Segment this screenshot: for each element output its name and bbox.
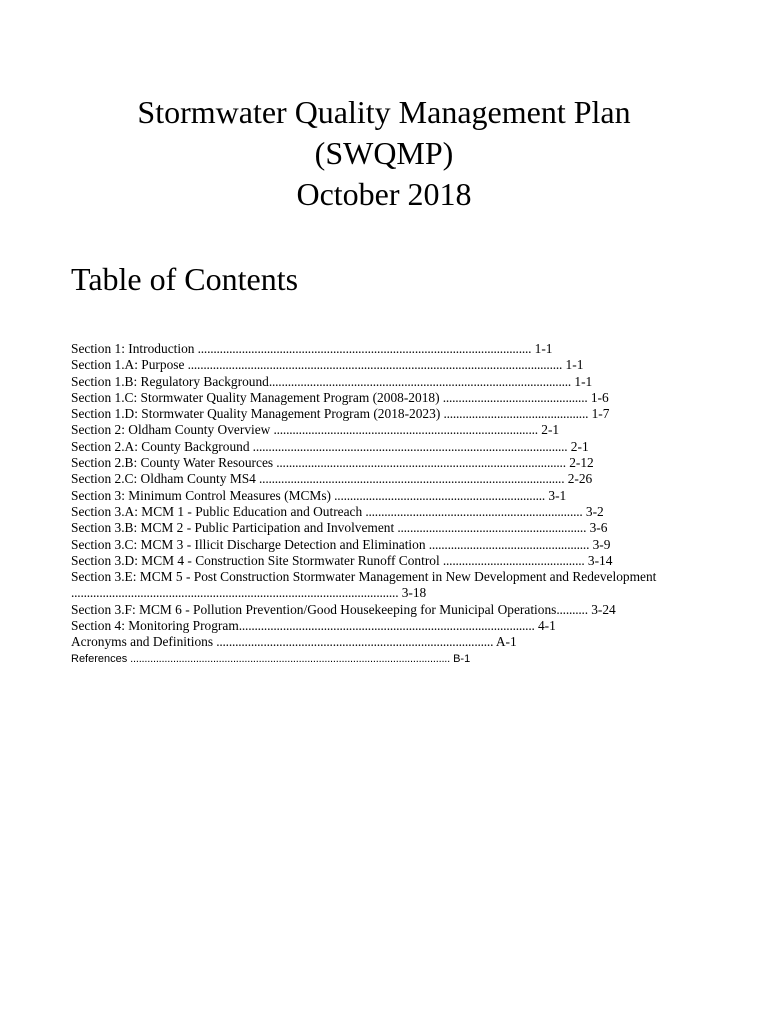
toc-entry-leader: ............................................. [439,552,585,568]
toc-entry-leader: ................................................... [425,536,590,552]
toc-entry-page: A-1 [493,634,517,650]
toc-entry-section-3f [71,602,681,618]
toc-entry-section-3e-continued [71,585,681,601]
toc-entry-leader: ........................................................................................ [213,634,494,650]
toc-entry-leader: ................................................................................................................ [127,652,451,665]
title-line-3: October 2018 [296,176,472,212]
toc-entry-section-4 [71,618,681,634]
toc-entry-leader: .......................................................................................................... [194,341,532,356]
toc-entry-label: Acronyms and Definitions [71,634,214,650]
toc-entry-leader: ..................................................................... [362,503,583,519]
toc-entry-section-3c [71,537,681,553]
toc-entry-page: 3-18 [398,585,427,601]
toc-entry-section-1 [71,341,681,357]
toc-entry-section-1a [71,357,681,373]
toc-entry-label: References [71,652,128,665]
toc-entry-label: Section 3.F: MCM 6 - Pollution Prevention/Good Housekeeping for Municipal Operations [71,601,557,617]
toc-entry-leader: .................................................................................................... [249,438,568,454]
toc-entry-section-2c [71,471,681,487]
toc-entry-references [71,651,681,667]
toc-entry-section-3e [71,569,681,585]
toc-entry-leader: .............................................. [440,406,589,422]
toc-entry-page: 3-2 [582,503,604,519]
toc-heading: Table of Contents [71,261,299,297]
table-of-contents [71,341,681,667]
toc-entry-leader: .............................................................................................. [238,618,535,634]
toc-entry-label: Section 3.E: MCM 5 - Post Construction Stormwater Management in New Development and Redevelopment [71,569,657,585]
toc-entry-label: Section 3: Minimum Control Measures (MCMs) [71,487,331,503]
toc-entry-page: B-1 [450,652,471,665]
toc-entry-page: 4-1 [534,618,556,634]
toc-entry-label: Section 1.C: Stormwater Quality Management Program (2008-2018) [71,389,440,405]
toc-entry-page: 2-26 [564,471,593,487]
toc-entry-page: 2-12 [565,455,594,471]
toc-entry-page: 1-1 [531,341,553,356]
toc-entry-page: 3-24 [587,601,616,617]
toc-entry-leader: ............................................................ [394,520,587,536]
toc-entry-label: Section 2.C: Oldham County MS4 [71,471,256,487]
toc-entry-label: Section 1.A: Purpose [71,357,185,373]
toc-entry-section-2 [71,422,681,438]
toc-entry-section-3b [71,520,681,536]
toc-entry-leader: ................................................................................................. [255,471,565,487]
toc-entry-page: 3-9 [589,536,611,552]
toc-entry-section-2a [71,439,681,455]
toc-entry-label: Section 2: Oldham County Overview [71,422,271,438]
toc-entry-label: Section 3.D: MCM 4 - Construction Site Stormwater Runoff Control [71,552,440,568]
toc-entry-section-3a [71,504,681,520]
toc-entry-leader: ............................................................................................ [273,455,566,471]
title-line-1: Stormwater Quality Management Plan [137,94,631,130]
toc-entry-label: Section 4: Monitoring Program [71,618,239,634]
toc-entry-section-2b [71,455,681,471]
toc-entry-leader: .................................................................................... [270,422,538,438]
toc-entry-section-1b [71,374,681,390]
toc-entry-leader: .......... [556,601,588,617]
toc-entry-section-3d [71,553,681,569]
toc-entry-leader: ....................................................................................................................... [184,357,563,373]
toc-entry-leader: ................................................................... [331,487,546,503]
toc-entry-acronyms [71,634,681,650]
toc-entry-page: 2-1 [567,438,589,454]
toc-entry-page: 3-14 [584,552,613,568]
toc-entry-label: Section 2.A: County Background [71,438,250,454]
toc-entry-leader: .............................................. [439,389,588,405]
toc-entry-label: Section 1: Introduction [71,341,195,356]
toc-entry-section-1d [71,406,681,422]
toc-entry-page: 1-7 [588,406,610,422]
toc-entry-page: 3-6 [586,520,608,536]
toc-entry-label: Section 1.B: Regulatory Background [71,373,269,389]
toc-entry-label: Section 3.C: MCM 3 - Illicit Discharge Detection and Elimination [71,536,426,552]
toc-entry-label: Section 1.D: Stormwater Quality Management Program (2018-2023) [71,406,441,422]
toc-entry-section-1c [71,390,681,406]
toc-entry-leader: ................................................................................................ [268,373,572,389]
toc-entry-leader: ........................................................................................................ [71,585,399,601]
toc-entry-page: 2-1 [537,422,560,438]
toc-entry-page: 3-1 [545,487,567,503]
toc-entry-label: Section 3.A: MCM 1 - Public Education and Outreach [71,503,363,519]
toc-entry-section-3 [71,488,681,504]
document-title [0,92,768,215]
toc-entry-page: 1-1 [571,373,593,389]
title-line-2: (SWQMP) [314,135,454,171]
toc-entry-label: Section 2.B: County Water Resources [71,455,274,471]
toc-entry-page: 1-1 [562,357,584,373]
toc-entry-label: Section 3.B: MCM 2 - Public Participation and Involvement [71,520,395,536]
toc-entry-page: 1-6 [587,389,609,405]
